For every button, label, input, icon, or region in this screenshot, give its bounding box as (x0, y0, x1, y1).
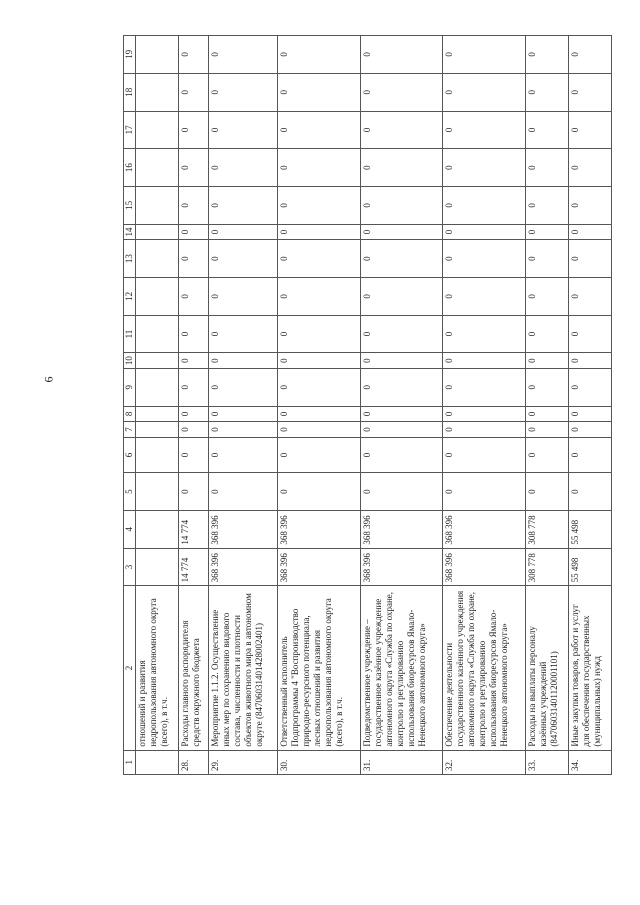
table-row (208, 36, 277, 775)
value-cell (136, 510, 179, 548)
value-cell: 0 (208, 422, 277, 438)
value-cell: 0 (443, 406, 526, 422)
value-cell: 0 (443, 473, 526, 511)
value-cell: 0 (568, 240, 611, 278)
value-cell: 0 (179, 73, 209, 111)
value-cell: 0 (568, 368, 611, 406)
page-number: 6 (41, 376, 56, 383)
value-cell: 0 (179, 36, 209, 74)
value-cell: 0 (360, 111, 443, 149)
column-header: 14 (124, 224, 136, 240)
row-number-cell: 32. (443, 750, 526, 774)
value-cell: 0 (568, 187, 611, 225)
value-cell: 0 (208, 315, 277, 353)
value-cell (136, 111, 179, 149)
value-cell: 0 (525, 406, 568, 422)
value-cell: 0 (525, 224, 568, 240)
value-cell: 0 (525, 473, 568, 511)
column-header: 4 (124, 510, 136, 548)
value-cell: 0 (360, 315, 443, 353)
value-cell: 0 (278, 149, 361, 187)
value-cell: 0 (278, 277, 361, 315)
table-row (360, 36, 443, 775)
value-cell: 0 (360, 473, 443, 511)
row-number-cell: 28. (179, 750, 209, 774)
value-cell: 0 (278, 111, 361, 149)
value-cell: 308 778 (525, 548, 568, 586)
value-cell: 0 (208, 240, 277, 278)
table-container (123, 35, 612, 775)
column-header: 7 (124, 422, 136, 438)
column-header: 18 (124, 73, 136, 111)
value-cell: 0 (568, 36, 611, 74)
value-cell: 0 (278, 315, 361, 353)
value-cell: 0 (278, 422, 361, 438)
value-cell: 0 (208, 111, 277, 149)
column-header: 11 (124, 315, 136, 353)
value-cell: 0 (179, 224, 209, 240)
value-cell: 0 (208, 36, 277, 74)
table-row (179, 36, 209, 775)
value-cell: 0 (443, 73, 526, 111)
value-cell: 0 (525, 277, 568, 315)
value-cell: 368 396 (443, 548, 526, 586)
table-row (443, 36, 526, 775)
value-cell: 0 (208, 353, 277, 369)
value-cell: 0 (443, 353, 526, 369)
column-header: 10 (124, 353, 136, 369)
table-row (525, 36, 568, 775)
budget-table (123, 35, 612, 775)
value-cell: 0 (525, 240, 568, 278)
value-cell (136, 277, 179, 315)
value-cell: 0 (443, 315, 526, 353)
value-cell: 0 (278, 437, 361, 473)
value-cell: 0 (179, 406, 209, 422)
value-cell: 0 (568, 73, 611, 111)
value-cell: 368 396 (208, 548, 277, 586)
value-cell: 0 (360, 224, 443, 240)
value-cell: 0 (360, 187, 443, 225)
row-name-cell: Ответственный исполнитель Подпрограммы 4 "Воспроизводство природно-ресурсного потенциала, лесных отношений и развития недропользования автономного округа (всего), в т.ч. (278, 586, 361, 750)
value-cell: 0 (525, 36, 568, 74)
value-cell: 0 (525, 149, 568, 187)
value-cell (136, 149, 179, 187)
value-cell: 0 (568, 422, 611, 438)
column-header: 12 (124, 277, 136, 315)
value-cell: 0 (179, 277, 209, 315)
value-cell: 0 (278, 187, 361, 225)
value-cell: 0 (360, 437, 443, 473)
value-cell: 0 (360, 353, 443, 369)
column-header: 17 (124, 111, 136, 149)
value-cell: 0 (525, 368, 568, 406)
value-cell: 0 (568, 111, 611, 149)
value-cell: 0 (278, 73, 361, 111)
value-cell: 0 (179, 473, 209, 511)
header-row (124, 36, 136, 775)
value-cell: 0 (568, 277, 611, 315)
value-cell: 0 (443, 187, 526, 225)
value-cell: 308 778 (525, 510, 568, 548)
value-cell: 0 (525, 353, 568, 369)
value-cell: 368 396 (360, 548, 443, 586)
value-cell: 0 (360, 422, 443, 438)
value-cell: 0 (208, 406, 277, 422)
value-cell: 0 (525, 422, 568, 438)
value-cell: 0 (525, 111, 568, 149)
value-cell: 0 (179, 315, 209, 353)
value-cell: 0 (568, 224, 611, 240)
table-body (136, 36, 612, 775)
value-cell (136, 473, 179, 511)
value-cell: 0 (443, 111, 526, 149)
value-cell: 0 (179, 437, 209, 473)
value-cell: 0 (360, 36, 443, 74)
value-cell: 0 (360, 277, 443, 315)
value-cell: 0 (443, 422, 526, 438)
value-cell: 0 (443, 437, 526, 473)
row-name-cell: Иные закупки товаров, работ и услуг для обеспечения государственных (муниципальных) нужд (568, 586, 611, 750)
value-cell: 0 (443, 149, 526, 187)
value-cell: 368 396 (278, 510, 361, 548)
table-row (568, 36, 611, 775)
value-cell: 0 (525, 73, 568, 111)
value-cell: 14 774 (179, 548, 209, 586)
value-cell (136, 36, 179, 74)
row-number-cell: 34. (568, 750, 611, 774)
value-cell: 0 (179, 368, 209, 406)
value-cell: 0 (278, 368, 361, 406)
column-header: 13 (124, 240, 136, 278)
value-cell (136, 315, 179, 353)
value-cell: 0 (568, 353, 611, 369)
value-cell: 0 (568, 149, 611, 187)
value-cell: 0 (208, 149, 277, 187)
value-cell: 0 (208, 473, 277, 511)
value-cell: 0 (179, 111, 209, 149)
value-cell: 0 (278, 36, 361, 74)
value-cell: 55 498 (568, 548, 611, 586)
value-cell: 0 (360, 368, 443, 406)
row-number-cell (136, 750, 179, 774)
value-cell: 0 (568, 315, 611, 353)
value-cell: 0 (525, 437, 568, 473)
value-cell: 0 (208, 277, 277, 315)
value-cell: 0 (278, 224, 361, 240)
column-header: 2 (124, 586, 136, 750)
value-cell: 55 498 (568, 510, 611, 548)
row-name-cell: отношений и развития недропользования автономного округа (всего), в т.ч. (136, 586, 179, 750)
value-cell: 0 (360, 149, 443, 187)
value-cell: 0 (278, 406, 361, 422)
value-cell: 0 (568, 406, 611, 422)
value-cell: 0 (443, 368, 526, 406)
value-cell: 0 (360, 73, 443, 111)
value-cell: 0 (443, 36, 526, 74)
column-header: 19 (124, 36, 136, 74)
value-cell (136, 240, 179, 278)
row-name-cell: Мероприятие 1.1.2. Осуществление иных мер по сохранению видового состава, численности и плотности объектов животного мира в автономном округе (84706031401428002401) (208, 586, 277, 750)
value-cell: 0 (525, 187, 568, 225)
row-number-cell: 30. (278, 750, 361, 774)
column-header: 6 (124, 437, 136, 473)
value-cell: 0 (443, 277, 526, 315)
row-number-cell: 29. (208, 750, 277, 774)
value-cell: 0 (525, 315, 568, 353)
value-cell: 0 (208, 437, 277, 473)
value-cell: 0 (443, 240, 526, 278)
value-cell (136, 73, 179, 111)
value-cell: 0 (179, 422, 209, 438)
value-cell: 0 (208, 187, 277, 225)
value-cell (136, 422, 179, 438)
row-number-cell: 31. (360, 750, 443, 774)
value-cell: 14 774 (179, 510, 209, 548)
value-cell: 0 (208, 224, 277, 240)
table-row (278, 36, 361, 775)
value-cell (136, 353, 179, 369)
value-cell: 0 (278, 353, 361, 369)
value-cell (136, 224, 179, 240)
column-header: 1 (124, 750, 136, 774)
column-header: 8 (124, 406, 136, 422)
value-cell: 0 (179, 240, 209, 278)
value-cell (136, 406, 179, 422)
value-cell (136, 437, 179, 473)
row-name-cell: Расходы главного распорядителя средств окружного бюджета (179, 586, 209, 750)
value-cell: 0 (360, 240, 443, 278)
value-cell: 0 (443, 224, 526, 240)
value-cell: 368 396 (443, 510, 526, 548)
table-row (136, 36, 179, 775)
value-cell: 0 (208, 368, 277, 406)
column-header: 3 (124, 548, 136, 586)
value-cell (136, 548, 179, 586)
value-cell: 0 (278, 473, 361, 511)
value-cell: 0 (208, 73, 277, 111)
value-cell: 0 (568, 473, 611, 511)
column-header: 15 (124, 187, 136, 225)
column-header: 5 (124, 473, 136, 511)
column-header: 9 (124, 368, 136, 406)
value-cell: 0 (179, 353, 209, 369)
row-number-cell: 33. (525, 750, 568, 774)
column-header: 16 (124, 149, 136, 187)
value-cell (136, 368, 179, 406)
value-cell: 0 (568, 437, 611, 473)
value-cell: 368 396 (360, 510, 443, 548)
row-name-cell: Подведомственное учреждение – государственное казённое учреждение автономного округа «Служба по охране, контролю и регулированию использования биоресурсов Ямало-Ненецкого автономного округа» (360, 586, 443, 750)
value-cell (136, 187, 179, 225)
value-cell: 0 (360, 406, 443, 422)
row-name-cell: Обеспечение деятельности государственного казённого учреждения автономного округа «Служба по охране, контролю и регулированию использования биоресурсов Ямало-Ненецкого автономного округа» (443, 586, 526, 750)
value-cell: 0 (179, 149, 209, 187)
row-name-cell: Расходы на выплаты персоналу казённых учреждений (84706031401120001101) (525, 586, 568, 750)
value-cell: 0 (278, 240, 361, 278)
value-cell: 368 396 (208, 510, 277, 548)
value-cell: 0 (179, 187, 209, 225)
value-cell: 368 396 (278, 548, 361, 586)
